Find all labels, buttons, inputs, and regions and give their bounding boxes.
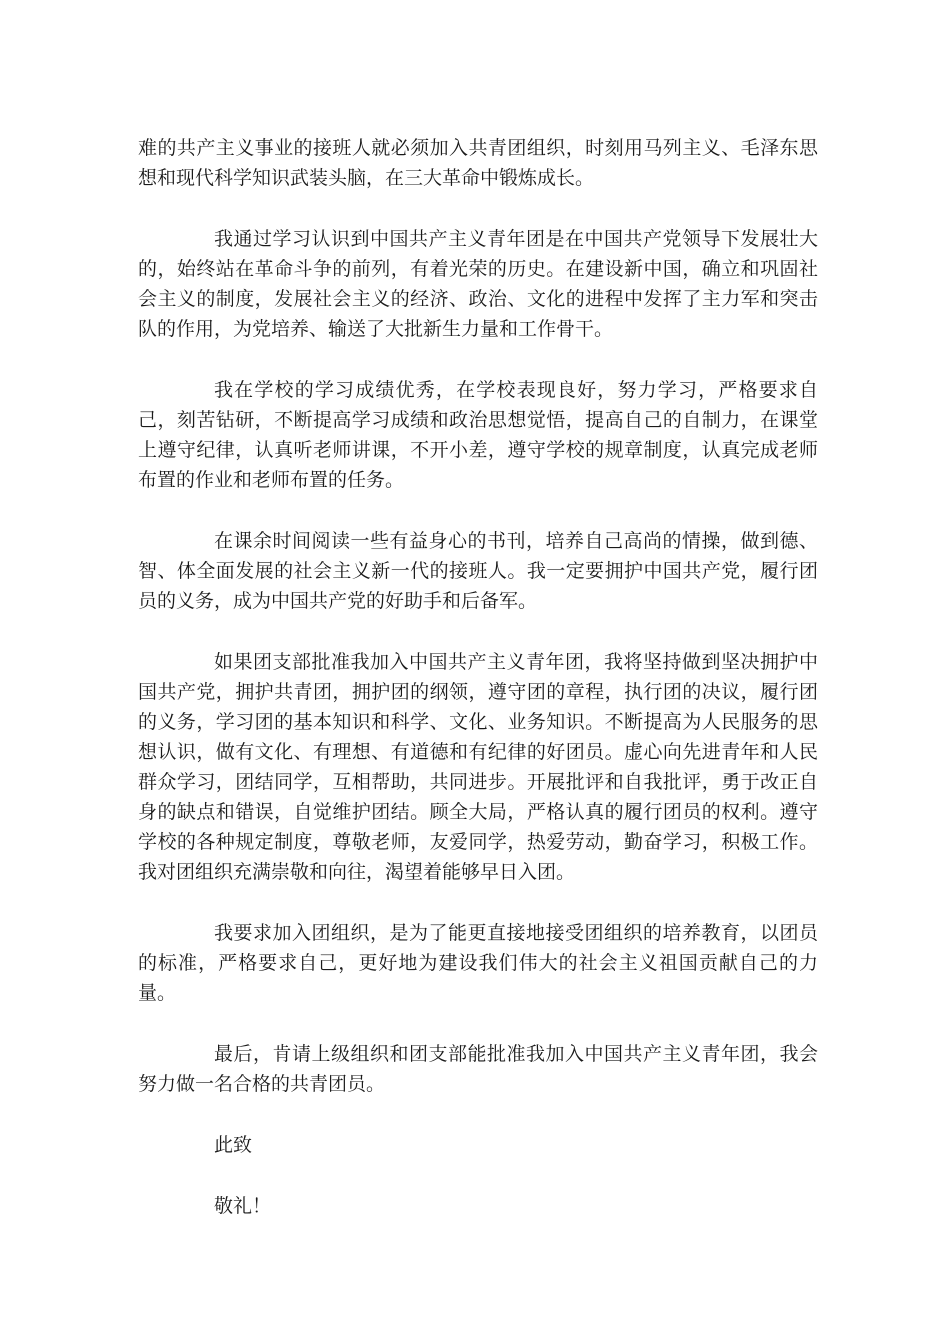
letter-body	[138, 133, 818, 1252]
paragraph: 在课余时间阅读一些有益身心的书刊，培养自己高尚的情操，做到德、智、体全面发展的社会主义新一代的接班人。我一定要拥护中国共产党，履行团员的义务，成为中国共产党的好助手和后备军。	[138, 530, 818, 612]
paragraph: 如果团支部批准我加入中国共产主义青年团，我将坚持做到坚决拥护中国共产党，拥护共青团，拥护团的纲领，遵守团的章程，执行团的决议，履行团的义务，学习团的基本知识和科学、文化、业务知识。不断提高为人民服务的思想认识，做有文化、有理想、有道德和有纪律的好团员。虚心向先进青年和人民群众学习，团结同学，互相帮助，共同进步。开展批评和自我批评，勇于改正自身的缺点和错误，自觉维护团结。顾全大局，严格认真的履行团员的权利。遵守学校的各种规定制度，尊敬老师，友爱同学，热爱劳动，勤奋学习，积极工作。我对团组织充满崇敬和向往，渴望着能够早日入团。	[138, 651, 818, 883]
paragraph: 我在学校的学习成绩优秀，在学校表现良好，努力学习，严格要求自己，刻苦钻研，不断提高学习成绩和政治思想觉悟，提高自己的自制力，在课堂上遵守纪律，认真听老师讲课，不开小差，遵守学校的规章制度，认真完成老师布置的作业和老师布置的任务。	[138, 379, 818, 491]
paragraph-continued: 难的共产主义事业的接班人就必须加入共青团组织，时刻用马列主义、毛泽东思想和现代科学知识武装头脑，在三大革命中锻炼成长。	[138, 137, 818, 189]
closing-salutation: 此致	[214, 1134, 253, 1156]
paragraph: 我要求加入团组织，是为了能更直接地接受团组织的培养教育，以团员的标准，严格要求自己，更好地为建设我们伟大的社会主义祖国贡献自己的力量。	[138, 922, 818, 1004]
paragraph: 最后，肯请上级组织和团支部能批准我加入中国共产主义青年团，我会努力做一名合格的共青团员。	[138, 1043, 818, 1095]
closing-regards: 敬礼！	[214, 1195, 272, 1217]
paragraph: 我通过学习认识到中国共产主义青年团是在中国共产党领导下发展壮大的，始终站在革命斗争的前列，有着光荣的历史。在建设新中国，确立和巩固社会主义的制度，发展社会主义的经济、政治、文化的进程中发挥了主力军和突击队的作用，为党培养、输送了大批新生力量和工作骨干。	[138, 228, 818, 340]
